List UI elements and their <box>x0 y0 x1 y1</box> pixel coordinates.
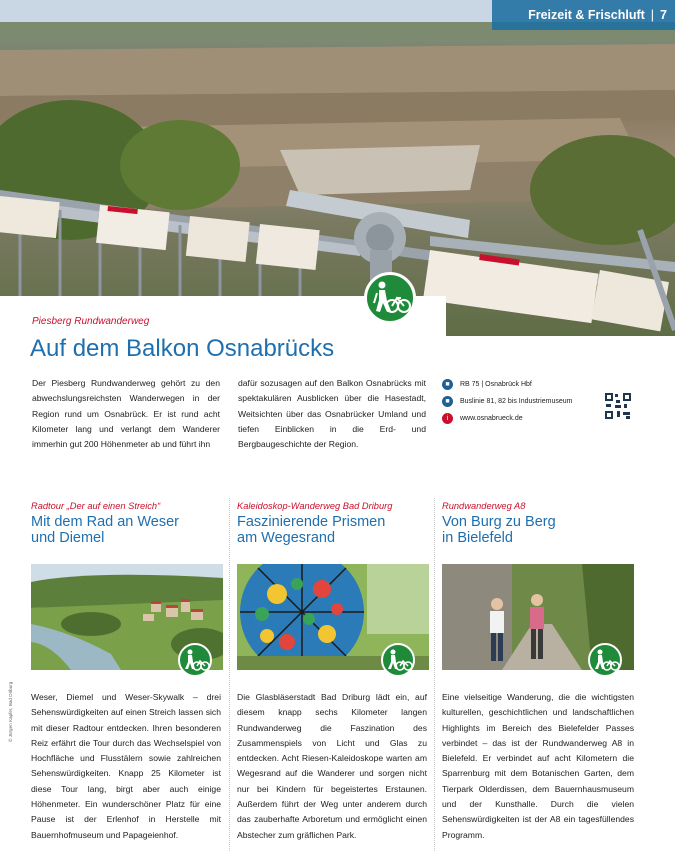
column2-title-line2: am Wegesrand <box>237 530 336 546</box>
column2-title-line1: Faszinierende Prismen <box>237 514 386 530</box>
hiking-and-cycling-icon <box>381 643 415 677</box>
column3-title-line2: in Bielefeld <box>442 530 513 546</box>
qr-code-icon[interactable] <box>604 392 632 420</box>
column3-kicker: Rundwanderweg A8 <box>442 501 526 511</box>
bus-info <box>442 393 602 410</box>
main-kicker: Piesberg Rundwanderweg <box>32 316 150 327</box>
train-info <box>442 376 602 393</box>
photo-credit: © Jürgen Kapfer, Bad Driburg <box>8 681 13 742</box>
section-header <box>492 0 675 30</box>
train-info-text: RB 75 | Osnabrück Hbf <box>460 381 532 388</box>
column1-title <box>31 514 179 546</box>
hiking-and-cycling-icon <box>364 272 416 324</box>
column1-kicker: Radtour „Der auf einen Streich“ <box>31 501 161 511</box>
column1-title-line2: und Diemel <box>31 530 105 546</box>
section-title: Freizeit & Frischluft <box>528 8 645 22</box>
column-divider <box>229 498 230 851</box>
bus-info-text: Buslinie 81, 82 bis Industriemuseum <box>460 398 573 405</box>
page-number: 7 <box>660 8 667 22</box>
column3-text: Eine vielseitige Wanderung, die die wichtigsten kulturellen, geschichtlichen und landschaftlichen Highlights im Bereich des Bielefelder Passes verbindet – das ist der Rundwanderweg A8 in Bielefeld. Er verbindet auf acht Kilometern die Sparrenburg mit dem Botanischen Garten, dem Tierpark Olderdissen, dem Bauernhausmuseum und der Kunsthalle. Durch die vielen Sehenswürdigkeiten ist der A8 ein tagesfüllendes Programm. <box>442 692 634 840</box>
column2-text: Die Glasbläserstadt Bad Driburg lädt ein, auf diesem knapp sechs Kilometer langen Rundwanderweg die Faszination des Zusammenspiels von Licht und Glas zu entdecken. Acht Riesen-Kaleidoskope warten am Wegesrand auf die Wanderer und sorgen nicht nur bei Kindern für begeistertes Erstaunen. Außerdem führt der Weg unter anderem durch das zauberhafte Arboretum und ermöglicht einen Abstecher zum gräflichen Park. <box>237 692 427 840</box>
column2-kicker: Kaleidoskop-Wanderweg Bad Driburg <box>237 501 393 511</box>
column3-title <box>442 514 556 546</box>
column1-text: Weser, Diemel und Weser-Skywalk – drei Sehenswürdigkeiten auf einen Streich lassen sich mit dieser Radtour entdecken. Ihren besonderen Reiz erfährt die Tour durch das Wechselspiel von Hochfläche und Flusstälern sowie zahlreichen Sehenswürdigkeiten. Knapp 25 Kilometer ist diese Tour lang, birgt aber auch einige Höhenmeter. Ein wunderschöner Platz für eine Pause ist der Erlenhof in Herstelle mit Bauernhofmuseum und Papageienhof. <box>31 692 221 840</box>
column1-title-line1: Mit dem Rad an Weser <box>31 514 180 530</box>
column-divider <box>434 498 435 851</box>
web-link[interactable]: www.osnabrueck.de <box>460 415 523 422</box>
web-info[interactable] <box>442 410 602 427</box>
hiking-and-cycling-icon <box>588 643 622 677</box>
bus-icon: ■ <box>442 396 453 407</box>
intro-text-col1: Der Piesberg Rundwanderweg gehört zu den abwechslungsreichsten Wanderwegen in der Region rund um Osnabrück. Er ist rund acht Kilometer lang und verlangt dem Wanderer immerhin gut 200 Höhenmeter ab und führt ihn <box>32 378 220 450</box>
train-icon: ■ <box>442 379 453 390</box>
hero-illustration <box>0 0 675 336</box>
main-title: Auf dem Balkon Osnabrücks <box>30 335 335 362</box>
header-separator: | <box>650 8 655 22</box>
column2-title <box>237 514 385 546</box>
travel-info-box <box>442 376 602 427</box>
intro-text-col2: dafür sozusagen auf den Balkon Osnabrücks mit spektakulären Ausblicken über die Hasestadt, Weitsichten über das Osnabrücker Umland und tiefen Einblicken in die Erd- und Bergbaugeschichte der Region. <box>238 378 426 450</box>
hiking-and-cycling-icon <box>178 643 212 677</box>
info-icon: i <box>442 413 453 424</box>
hero-photo-quarry-balcony <box>0 0 675 336</box>
column3-title-line1: Von Burg zu Berg <box>442 514 556 530</box>
